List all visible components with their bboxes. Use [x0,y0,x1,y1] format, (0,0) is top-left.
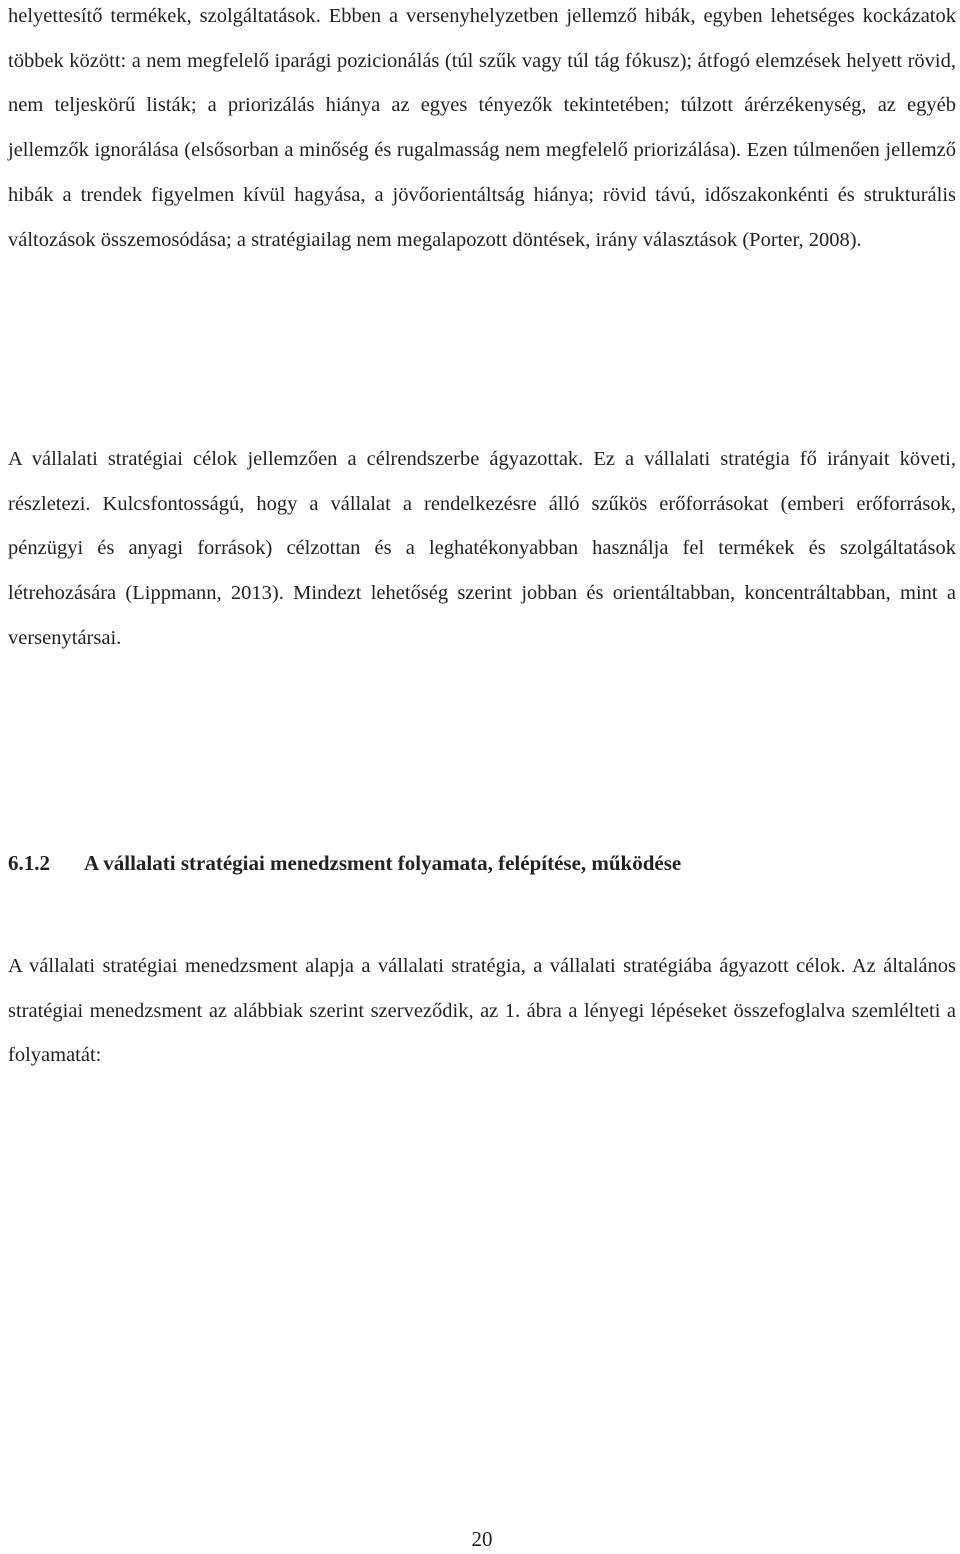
document-page [8,0,956,1554]
section-heading [8,848,956,878]
page-number: 20 [471,1527,493,1551]
paragraph-strategic-goals: A vállalati stratégiai célok jellemzően a célrendszerbe ágyazottak. Ez a vállalati stratégia fő irányait követi, részletezi. Kulcsfontosságú, hogy a vállalat a rendelkezésre álló szűkös erőforrásokat (emberi erőforrások, pénzügyi és anyagi források) célzottan és a leghatékonyabban használja fel termékek és szolgáltatások létrehozására (Lippmann, 2013). Mindezt lehetőség szerint jobban és orientáltabban, koncentráltabban, mint a versenytársai. [8,448,956,649]
section-title: A vállalati stratégiai menedzsment folyamata, felépítése, működése [84,851,682,875]
section-number: 6.1.2 [8,851,50,875]
paragraph-competition-errors: helyettesítő termékek, szolgáltatások. Ebben a versenyhelyzetben jellemző hibák, egyben lehetséges kockázatok többek között: a nem megfelelő iparági pozicionálás (túl szűk vagy túl tág fókusz); átfogó elemzések helyett rövid, nem teljeskörű listák; a priorizálás hiánya az egyes tényezők tekintetében; túlzott árérzékenység, az egyéb jellemzők ignorálása (elsősorban a minőség és rugalmasság nem megfelelő priorizálása). Ezen túlmenően jellemző hibák a trendek figyelmen kívül hagyása, a jövőorientáltság hiánya; rövid távú, időszakonkénti és strukturális változások összemosódása; a stratégiailag nem megalapozott döntések, irány választások (Porter, 2008). [8,5,956,251]
paragraph-strategic-management: A vállalati stratégiai menedzsment alapja a vállalati stratégia, a vállalati stratégiába ágyazott célok. Az általános stratégiai menedzsment az alábbiak szerint szerveződik, az 1. ábra a lényegi lépéseket összefoglalva szemlélteti a folyamatát: [8,955,956,1067]
